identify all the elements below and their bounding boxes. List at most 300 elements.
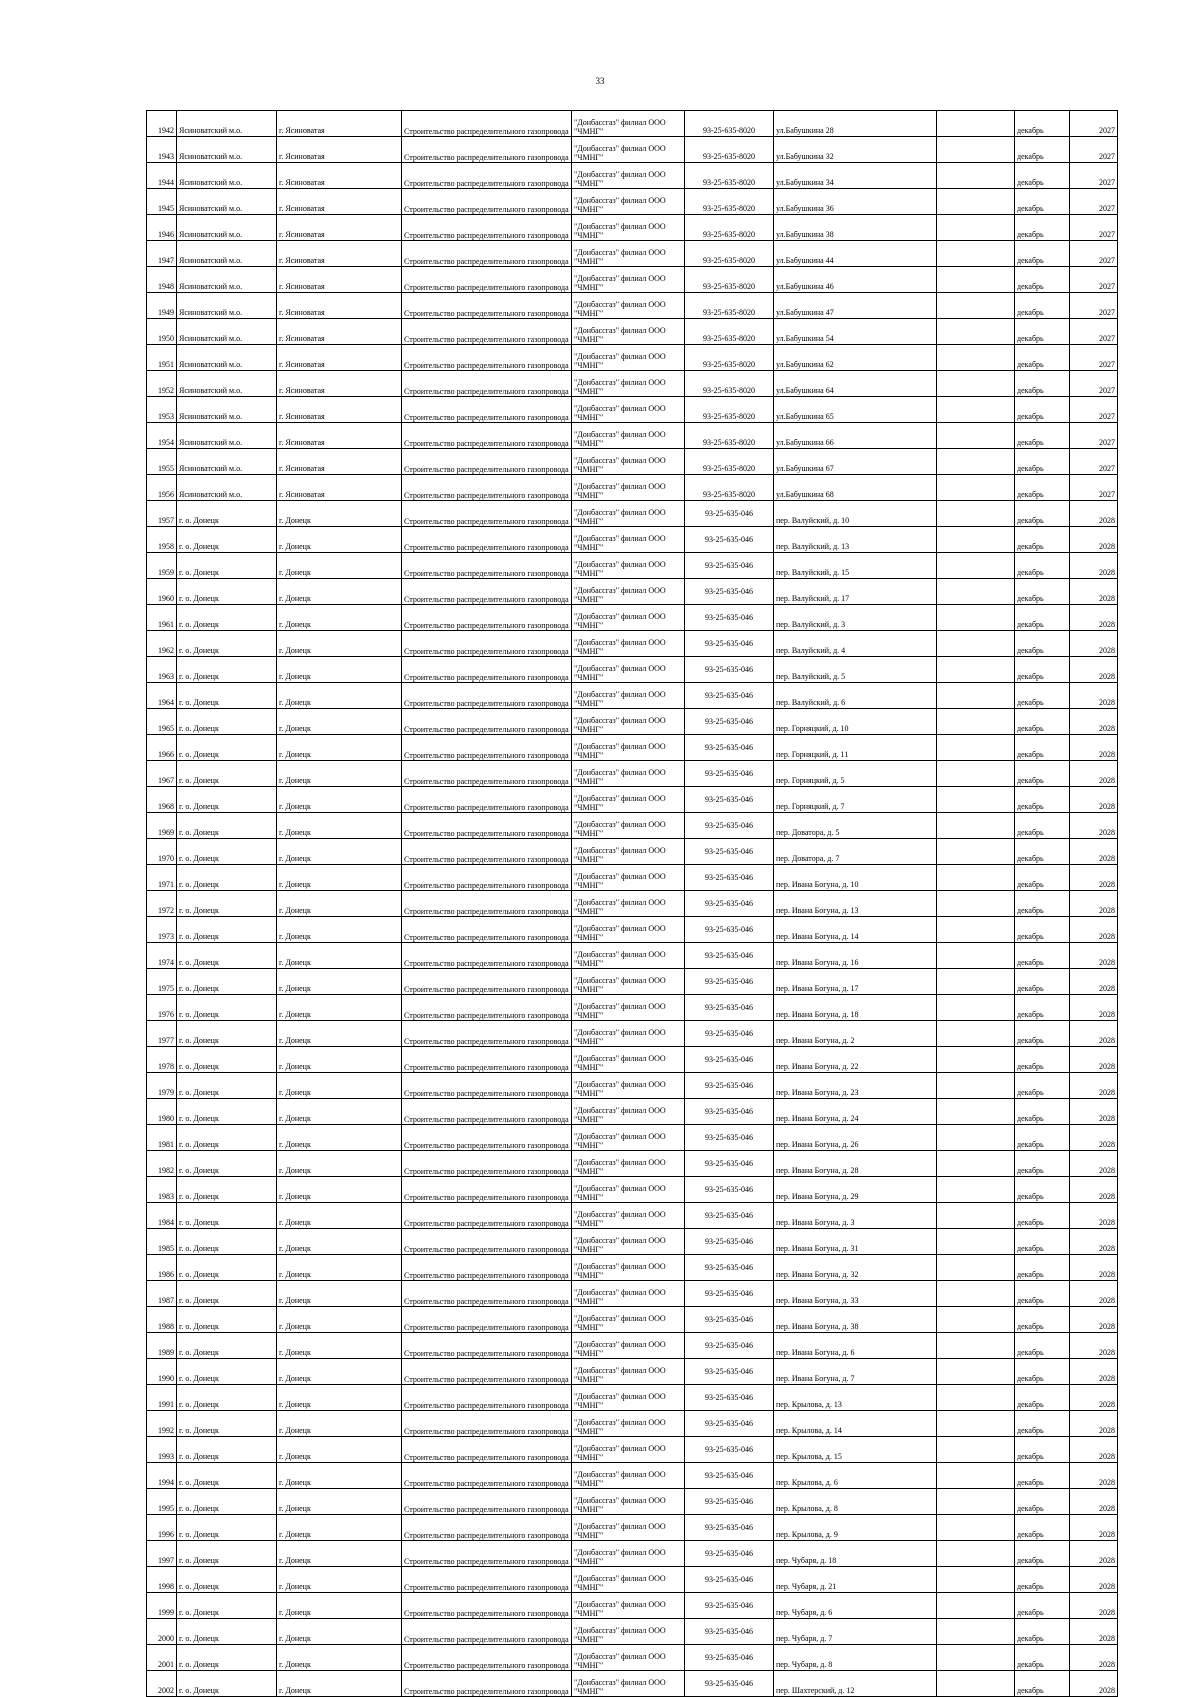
oktmo-code-cell: 93-25-635-046 <box>685 787 774 813</box>
organization-cell: "Донбассгаз" филиал ООО "ЧМНГ" <box>572 709 685 735</box>
organization-cell: "Донбассгаз" филиал ООО "ЧМНГ" <box>572 553 685 579</box>
row-number-cell: 1969 <box>147 813 177 839</box>
month-cell: декабрь <box>1015 397 1070 423</box>
oktmo-code-cell: 93-25-635-046 <box>685 995 774 1021</box>
city-cell: г. Донецк <box>277 709 402 735</box>
city-cell: г. Донецк <box>277 1463 402 1489</box>
year-cell: 2028 <box>1070 943 1118 969</box>
work-type-cell: Строительство распределительного газопровода <box>402 475 572 501</box>
oktmo-code-cell: 93-25-635-046 <box>685 1541 774 1567</box>
address-cell: пер. Чубаря, д. 7 <box>774 1619 937 1645</box>
row-number-cell: 1995 <box>147 1489 177 1515</box>
table-row <box>147 995 1118 1021</box>
row-number-cell: 1951 <box>147 345 177 371</box>
organization-cell: "Донбассгаз" филиал ООО "ЧМНГ" <box>572 1541 685 1567</box>
table-row <box>147 527 1118 553</box>
oktmo-code-cell: 93-25-635-046 <box>685 917 774 943</box>
year-cell: 2028 <box>1070 813 1118 839</box>
table-row <box>147 215 1118 241</box>
table-row <box>147 579 1118 605</box>
address-cell: ул.Бабушкина 28 <box>774 111 937 137</box>
oktmo-code-cell: 93-25-635-046 <box>685 553 774 579</box>
municipality-cell: Ясиноватский м.о. <box>177 111 277 137</box>
year-cell: 2027 <box>1070 423 1118 449</box>
municipality-cell: Ясиноватский м.о. <box>177 423 277 449</box>
work-type-cell: Строительство распределительного газопровода <box>402 1021 572 1047</box>
year-cell: 2028 <box>1070 839 1118 865</box>
note-cell <box>937 397 1015 423</box>
municipality-cell: г. о. Донецк <box>177 1437 277 1463</box>
address-cell: пер. Ивана Богуна, д. 38 <box>774 1307 937 1333</box>
note-cell <box>937 189 1015 215</box>
note-cell <box>937 839 1015 865</box>
address-cell: пер. Валуйский, д. 10 <box>774 501 937 527</box>
month-cell: декабрь <box>1015 969 1070 995</box>
address-cell: пер. Ивана Богуна, д. 28 <box>774 1151 937 1177</box>
oktmo-code-cell: 93-25-635-046 <box>685 1073 774 1099</box>
row-number-cell: 1979 <box>147 1073 177 1099</box>
work-type-cell: Строительство распределительного газопровода <box>402 1281 572 1307</box>
row-number-cell: 1989 <box>147 1333 177 1359</box>
gas-pipeline-table <box>146 110 1118 1697</box>
year-cell: 2028 <box>1070 1229 1118 1255</box>
table-row <box>147 1541 1118 1567</box>
city-cell: г. Ясиноватая <box>277 345 402 371</box>
month-cell: декабрь <box>1015 1515 1070 1541</box>
oktmo-code-cell: 93-25-635-046 <box>685 1307 774 1333</box>
row-number-cell: 1966 <box>147 735 177 761</box>
year-cell: 2028 <box>1070 1281 1118 1307</box>
note-cell <box>937 137 1015 163</box>
work-type-cell: Строительство распределительного газопровода <box>402 1229 572 1255</box>
city-cell: г. Донецк <box>277 1073 402 1099</box>
year-cell: 2028 <box>1070 969 1118 995</box>
note-cell <box>937 1463 1015 1489</box>
row-number-cell: 1967 <box>147 761 177 787</box>
year-cell: 2028 <box>1070 709 1118 735</box>
note-cell <box>937 501 1015 527</box>
address-cell: ул.Бабушкина 47 <box>774 293 937 319</box>
year-cell: 2028 <box>1070 1099 1118 1125</box>
address-cell: ул.Бабушкина 38 <box>774 215 937 241</box>
municipality-cell: Ясиноватский м.о. <box>177 371 277 397</box>
municipality-cell: Ясиноватский м.о. <box>177 397 277 423</box>
oktmo-code-cell: 93-25-635-046 <box>685 1567 774 1593</box>
year-cell: 2027 <box>1070 475 1118 501</box>
organization-cell: "Донбассгаз" филиал ООО "ЧМНГ" <box>572 137 685 163</box>
oktmo-code-cell: 93-25-635-8020 <box>685 293 774 319</box>
table-row <box>147 1333 1118 1359</box>
year-cell: 2028 <box>1070 579 1118 605</box>
municipality-cell: г. о. Донецк <box>177 1281 277 1307</box>
work-type-cell: Строительство распределительного газопровода <box>402 1385 572 1411</box>
table-row <box>147 475 1118 501</box>
row-number-cell: 1978 <box>147 1047 177 1073</box>
work-type-cell: Строительство распределительного газопровода <box>402 1619 572 1645</box>
work-type-cell: Строительство распределительного газопровода <box>402 215 572 241</box>
table-row <box>147 891 1118 917</box>
note-cell <box>937 449 1015 475</box>
city-cell: г. Донецк <box>277 1177 402 1203</box>
municipality-cell: г. о. Донецк <box>177 1333 277 1359</box>
municipality-cell: Ясиноватский м.о. <box>177 449 277 475</box>
year-cell: 2028 <box>1070 787 1118 813</box>
note-cell <box>937 163 1015 189</box>
note-cell <box>937 111 1015 137</box>
table-row <box>147 839 1118 865</box>
month-cell: декабрь <box>1015 683 1070 709</box>
city-cell: г. Донецк <box>277 735 402 761</box>
oktmo-code-cell: 93-25-635-046 <box>685 1333 774 1359</box>
row-number-cell: 1958 <box>147 527 177 553</box>
organization-cell: "Донбассгаз" филиал ООО "ЧМНГ" <box>572 527 685 553</box>
row-number-cell: 1965 <box>147 709 177 735</box>
municipality-cell: г. о. Донецк <box>177 605 277 631</box>
row-number-cell: 1988 <box>147 1307 177 1333</box>
city-cell: г. Ясиноватая <box>277 267 402 293</box>
note-cell <box>937 1567 1015 1593</box>
oktmo-code-cell: 93-25-635-046 <box>685 1047 774 1073</box>
table-row <box>147 319 1118 345</box>
note-cell <box>937 1437 1015 1463</box>
table-row <box>147 1229 1118 1255</box>
month-cell: декабрь <box>1015 1255 1070 1281</box>
month-cell: декабрь <box>1015 1333 1070 1359</box>
address-cell: ул.Бабушкина 44 <box>774 241 937 267</box>
work-type-cell: Строительство распределительного газопровода <box>402 1047 572 1073</box>
oktmo-code-cell: 93-25-635-046 <box>685 1671 774 1697</box>
table-row <box>147 267 1118 293</box>
address-cell: пер. Крылова, д. 6 <box>774 1463 937 1489</box>
table-row <box>147 1047 1118 1073</box>
city-cell: г. Донецк <box>277 1125 402 1151</box>
organization-cell: "Донбассгаз" филиал ООО "ЧМНГ" <box>572 501 685 527</box>
month-cell: декабрь <box>1015 1359 1070 1385</box>
work-type-cell: Строительство распределительного газопровода <box>402 865 572 891</box>
work-type-cell: Строительство распределительного газопровода <box>402 917 572 943</box>
organization-cell: "Донбассгаз" филиал ООО "ЧМНГ" <box>572 449 685 475</box>
address-cell: пер. Шахтерский, д. 12 <box>774 1671 937 1697</box>
table-row <box>147 1437 1118 1463</box>
note-cell <box>937 267 1015 293</box>
address-cell: пер. Ивана Богуна, д. 31 <box>774 1229 937 1255</box>
year-cell: 2028 <box>1070 995 1118 1021</box>
table-row <box>147 501 1118 527</box>
table-row <box>147 761 1118 787</box>
month-cell: декабрь <box>1015 761 1070 787</box>
note-cell <box>937 683 1015 709</box>
work-type-cell: Строительство распределительного газопровода <box>402 1593 572 1619</box>
table-row <box>147 1099 1118 1125</box>
year-cell: 2028 <box>1070 1463 1118 1489</box>
city-cell: г. Ясиноватая <box>277 189 402 215</box>
month-cell: декабрь <box>1015 631 1070 657</box>
organization-cell: "Донбассгаз" филиал ООО "ЧМНГ" <box>572 111 685 137</box>
city-cell: г. Ясиноватая <box>277 371 402 397</box>
table-row <box>147 709 1118 735</box>
note-cell <box>937 1255 1015 1281</box>
row-number-cell: 1944 <box>147 163 177 189</box>
work-type-cell: Строительство распределительного газопровода <box>402 1151 572 1177</box>
address-cell: пер. Ивана Богуна, д. 23 <box>774 1073 937 1099</box>
oktmo-code-cell: 93-25-635-046 <box>685 605 774 631</box>
city-cell: г. Ясиноватая <box>277 319 402 345</box>
note-cell <box>937 1619 1015 1645</box>
month-cell: декабрь <box>1015 267 1070 293</box>
year-cell: 2028 <box>1070 1593 1118 1619</box>
address-cell: пер. Ивана Богуна, д. 26 <box>774 1125 937 1151</box>
table-row <box>147 241 1118 267</box>
work-type-cell: Строительство распределительного газопровода <box>402 631 572 657</box>
month-cell: декабрь <box>1015 1463 1070 1489</box>
municipality-cell: г. о. Донецк <box>177 657 277 683</box>
year-cell: 2027 <box>1070 319 1118 345</box>
year-cell: 2028 <box>1070 1567 1118 1593</box>
table-row <box>147 1593 1118 1619</box>
note-cell <box>937 735 1015 761</box>
note-cell <box>937 1645 1015 1671</box>
row-number-cell: 1972 <box>147 891 177 917</box>
note-cell <box>937 553 1015 579</box>
address-cell: пер. Доватора, д. 5 <box>774 813 937 839</box>
note-cell <box>937 1385 1015 1411</box>
row-number-cell: 1992 <box>147 1411 177 1437</box>
work-type-cell: Строительство распределительного газопровода <box>402 189 572 215</box>
month-cell: декабрь <box>1015 1151 1070 1177</box>
municipality-cell: г. о. Донецк <box>177 501 277 527</box>
organization-cell: "Донбассгаз" филиал ООО "ЧМНГ" <box>572 579 685 605</box>
municipality-cell: г. о. Донецк <box>177 1307 277 1333</box>
month-cell: декабрь <box>1015 215 1070 241</box>
city-cell: г. Донецк <box>277 1541 402 1567</box>
municipality-cell: Ясиноватский м.о. <box>177 189 277 215</box>
table-row <box>147 397 1118 423</box>
work-type-cell: Строительство распределительного газопровода <box>402 657 572 683</box>
note-cell <box>937 1073 1015 1099</box>
address-cell: пер. Ивана Богуна, д. 16 <box>774 943 937 969</box>
oktmo-code-cell: 93-25-635-046 <box>685 1385 774 1411</box>
year-cell: 2028 <box>1070 1541 1118 1567</box>
row-number-cell: 1975 <box>147 969 177 995</box>
row-number-cell: 1974 <box>147 943 177 969</box>
row-number-cell: 1999 <box>147 1593 177 1619</box>
year-cell: 2028 <box>1070 1203 1118 1229</box>
work-type-cell: Строительство распределительного газопровода <box>402 449 572 475</box>
address-cell: пер. Горняцкий, д. 5 <box>774 761 937 787</box>
row-number-cell: 1993 <box>147 1437 177 1463</box>
row-number-cell: 1997 <box>147 1541 177 1567</box>
note-cell <box>937 813 1015 839</box>
month-cell: декабрь <box>1015 943 1070 969</box>
address-cell: пер. Ивана Богуна, д. 29 <box>774 1177 937 1203</box>
city-cell: г. Ясиноватая <box>277 137 402 163</box>
work-type-cell: Строительство распределительного газопровода <box>402 1463 572 1489</box>
municipality-cell: г. о. Донецк <box>177 1203 277 1229</box>
municipality-cell: Ясиноватский м.о. <box>177 319 277 345</box>
oktmo-code-cell: 93-25-635-8020 <box>685 111 774 137</box>
municipality-cell: Ясиноватский м.о. <box>177 137 277 163</box>
address-cell: пер. Ивана Богуна, д. 22 <box>774 1047 937 1073</box>
month-cell: декабрь <box>1015 1307 1070 1333</box>
month-cell: декабрь <box>1015 189 1070 215</box>
city-cell: г. Донецк <box>277 501 402 527</box>
city-cell: г. Ясиноватая <box>277 475 402 501</box>
municipality-cell: г. о. Донецк <box>177 1567 277 1593</box>
page-number: 33 <box>595 76 605 86</box>
table-row <box>147 137 1118 163</box>
city-cell: г. Ясиноватая <box>277 163 402 189</box>
year-cell: 2028 <box>1070 1619 1118 1645</box>
work-type-cell: Строительство распределительного газопровода <box>402 1125 572 1151</box>
address-cell: ул.Бабушкина 46 <box>774 267 937 293</box>
year-cell: 2028 <box>1070 1151 1118 1177</box>
year-cell: 2027 <box>1070 163 1118 189</box>
organization-cell: "Донбассгаз" филиал ООО "ЧМНГ" <box>572 1281 685 1307</box>
municipality-cell: г. о. Донецк <box>177 553 277 579</box>
address-cell: пер. Горняцкий, д. 10 <box>774 709 937 735</box>
address-cell: пер. Крылова, д. 9 <box>774 1515 937 1541</box>
table-row <box>147 423 1118 449</box>
note-cell <box>937 1125 1015 1151</box>
city-cell: г. Донецк <box>277 1229 402 1255</box>
organization-cell: "Донбассгаз" филиал ООО "ЧМНГ" <box>572 1359 685 1385</box>
organization-cell: "Донбассгаз" филиал ООО "ЧМНГ" <box>572 891 685 917</box>
row-number-cell: 1973 <box>147 917 177 943</box>
work-type-cell: Строительство распределительного газопровода <box>402 241 572 267</box>
organization-cell: "Донбассгаз" филиал ООО "ЧМНГ" <box>572 293 685 319</box>
city-cell: г. Донецк <box>277 1151 402 1177</box>
city-cell: г. Донецк <box>277 943 402 969</box>
oktmo-code-cell: 93-25-635-046 <box>685 1489 774 1515</box>
organization-cell: "Донбассгаз" филиал ООО "ЧМНГ" <box>572 1099 685 1125</box>
organization-cell: "Донбассгаз" филиал ООО "ЧМНГ" <box>572 1021 685 1047</box>
address-cell: пер. Крылова, д. 14 <box>774 1411 937 1437</box>
organization-cell: "Донбассгаз" филиал ООО "ЧМНГ" <box>572 1125 685 1151</box>
oktmo-code-cell: 93-25-635-046 <box>685 1281 774 1307</box>
table-row <box>147 917 1118 943</box>
month-cell: декабрь <box>1015 1125 1070 1151</box>
oktmo-code-cell: 93-25-635-8020 <box>685 163 774 189</box>
organization-cell: "Донбассгаз" филиал ООО "ЧМНГ" <box>572 1203 685 1229</box>
work-type-cell: Строительство распределительного газопровода <box>402 995 572 1021</box>
note-cell <box>937 1099 1015 1125</box>
month-cell: декабрь <box>1015 709 1070 735</box>
city-cell: г. Ясиноватая <box>277 215 402 241</box>
year-cell: 2028 <box>1070 605 1118 631</box>
work-type-cell: Строительство распределительного газопровода <box>402 1437 572 1463</box>
note-cell <box>937 1359 1015 1385</box>
municipality-cell: г. о. Донецк <box>177 813 277 839</box>
month-cell: декабрь <box>1015 1385 1070 1411</box>
note-cell <box>937 1307 1015 1333</box>
municipality-cell: Ясиноватский м.о. <box>177 293 277 319</box>
note-cell <box>937 969 1015 995</box>
municipality-cell: г. о. Донецк <box>177 1177 277 1203</box>
oktmo-code-cell: 93-25-635-046 <box>685 1099 774 1125</box>
oktmo-code-cell: 93-25-635-046 <box>685 1177 774 1203</box>
organization-cell: "Донбассгаз" филиал ООО "ЧМНГ" <box>572 1489 685 1515</box>
row-number-cell: 2001 <box>147 1645 177 1671</box>
table-row <box>147 735 1118 761</box>
note-cell <box>937 1671 1015 1697</box>
city-cell: г. Донецк <box>277 1515 402 1541</box>
organization-cell: "Донбассгаз" филиал ООО "ЧМНГ" <box>572 787 685 813</box>
month-cell: декабрь <box>1015 1541 1070 1567</box>
work-type-cell: Строительство распределительного газопровода <box>402 1177 572 1203</box>
work-type-cell: Строительство распределительного газопровода <box>402 1515 572 1541</box>
work-type-cell: Строительство распределительного газопровода <box>402 1645 572 1671</box>
year-cell: 2028 <box>1070 1333 1118 1359</box>
note-cell <box>937 1489 1015 1515</box>
municipality-cell: г. о. Донецк <box>177 1099 277 1125</box>
row-number-cell: 1982 <box>147 1151 177 1177</box>
oktmo-code-cell: 93-25-635-046 <box>685 1593 774 1619</box>
city-cell: г. Донецк <box>277 891 402 917</box>
organization-cell: "Донбассгаз" филиал ООО "ЧМНГ" <box>572 631 685 657</box>
address-cell: пер. Ивана Богуна, д. 7 <box>774 1359 937 1385</box>
oktmo-code-cell: 93-25-635-046 <box>685 631 774 657</box>
year-cell: 2028 <box>1070 735 1118 761</box>
month-cell: декабрь <box>1015 1411 1070 1437</box>
row-number-cell: 1947 <box>147 241 177 267</box>
work-type-cell: Строительство распределительного газопровода <box>402 397 572 423</box>
month-cell: декабрь <box>1015 111 1070 137</box>
work-type-cell: Строительство распределительного газопровода <box>402 163 572 189</box>
month-cell: декабрь <box>1015 839 1070 865</box>
work-type-cell: Строительство распределительного газопровода <box>402 501 572 527</box>
municipality-cell: Ясиноватский м.о. <box>177 163 277 189</box>
work-type-cell: Строительство распределительного газопровода <box>402 1359 572 1385</box>
municipality-cell: г. о. Донецк <box>177 1255 277 1281</box>
municipality-cell: г. о. Донецк <box>177 761 277 787</box>
municipality-cell: г. о. Донецк <box>177 1151 277 1177</box>
table-row <box>147 1489 1118 1515</box>
year-cell: 2028 <box>1070 891 1118 917</box>
year-cell: 2028 <box>1070 1021 1118 1047</box>
organization-cell: "Донбассгаз" филиал ООО "ЧМНГ" <box>572 1645 685 1671</box>
row-number-cell: 1953 <box>147 397 177 423</box>
municipality-cell: г. о. Донецк <box>177 1463 277 1489</box>
city-cell: г. Донецк <box>277 1411 402 1437</box>
row-number-cell: 1960 <box>147 579 177 605</box>
note-cell <box>937 787 1015 813</box>
year-cell: 2028 <box>1070 1515 1118 1541</box>
table-row <box>147 163 1118 189</box>
month-cell: декабрь <box>1015 813 1070 839</box>
oktmo-code-cell: 93-25-635-8020 <box>685 189 774 215</box>
month-cell: декабрь <box>1015 1567 1070 1593</box>
year-cell: 2028 <box>1070 1671 1118 1697</box>
row-number-cell: 1950 <box>147 319 177 345</box>
oktmo-code-cell: 93-25-635-8020 <box>685 371 774 397</box>
month-cell: декабрь <box>1015 1489 1070 1515</box>
organization-cell: "Донбассгаз" филиал ООО "ЧМНГ" <box>572 969 685 995</box>
organization-cell: "Донбассгаз" филиал ООО "ЧМНГ" <box>572 423 685 449</box>
municipality-cell: г. о. Донецк <box>177 1229 277 1255</box>
city-cell: г. Ясиноватая <box>277 293 402 319</box>
address-cell: пер. Ивана Богуна, д. 33 <box>774 1281 937 1307</box>
table-row <box>147 1281 1118 1307</box>
city-cell: г. Ясиноватая <box>277 397 402 423</box>
row-number-cell: 1959 <box>147 553 177 579</box>
year-cell: 2028 <box>1070 527 1118 553</box>
year-cell: 2027 <box>1070 397 1118 423</box>
row-number-cell: 1987 <box>147 1281 177 1307</box>
month-cell: декабрь <box>1015 1671 1070 1697</box>
year-cell: 2027 <box>1070 215 1118 241</box>
row-number-cell: 1954 <box>147 423 177 449</box>
year-cell: 2027 <box>1070 267 1118 293</box>
